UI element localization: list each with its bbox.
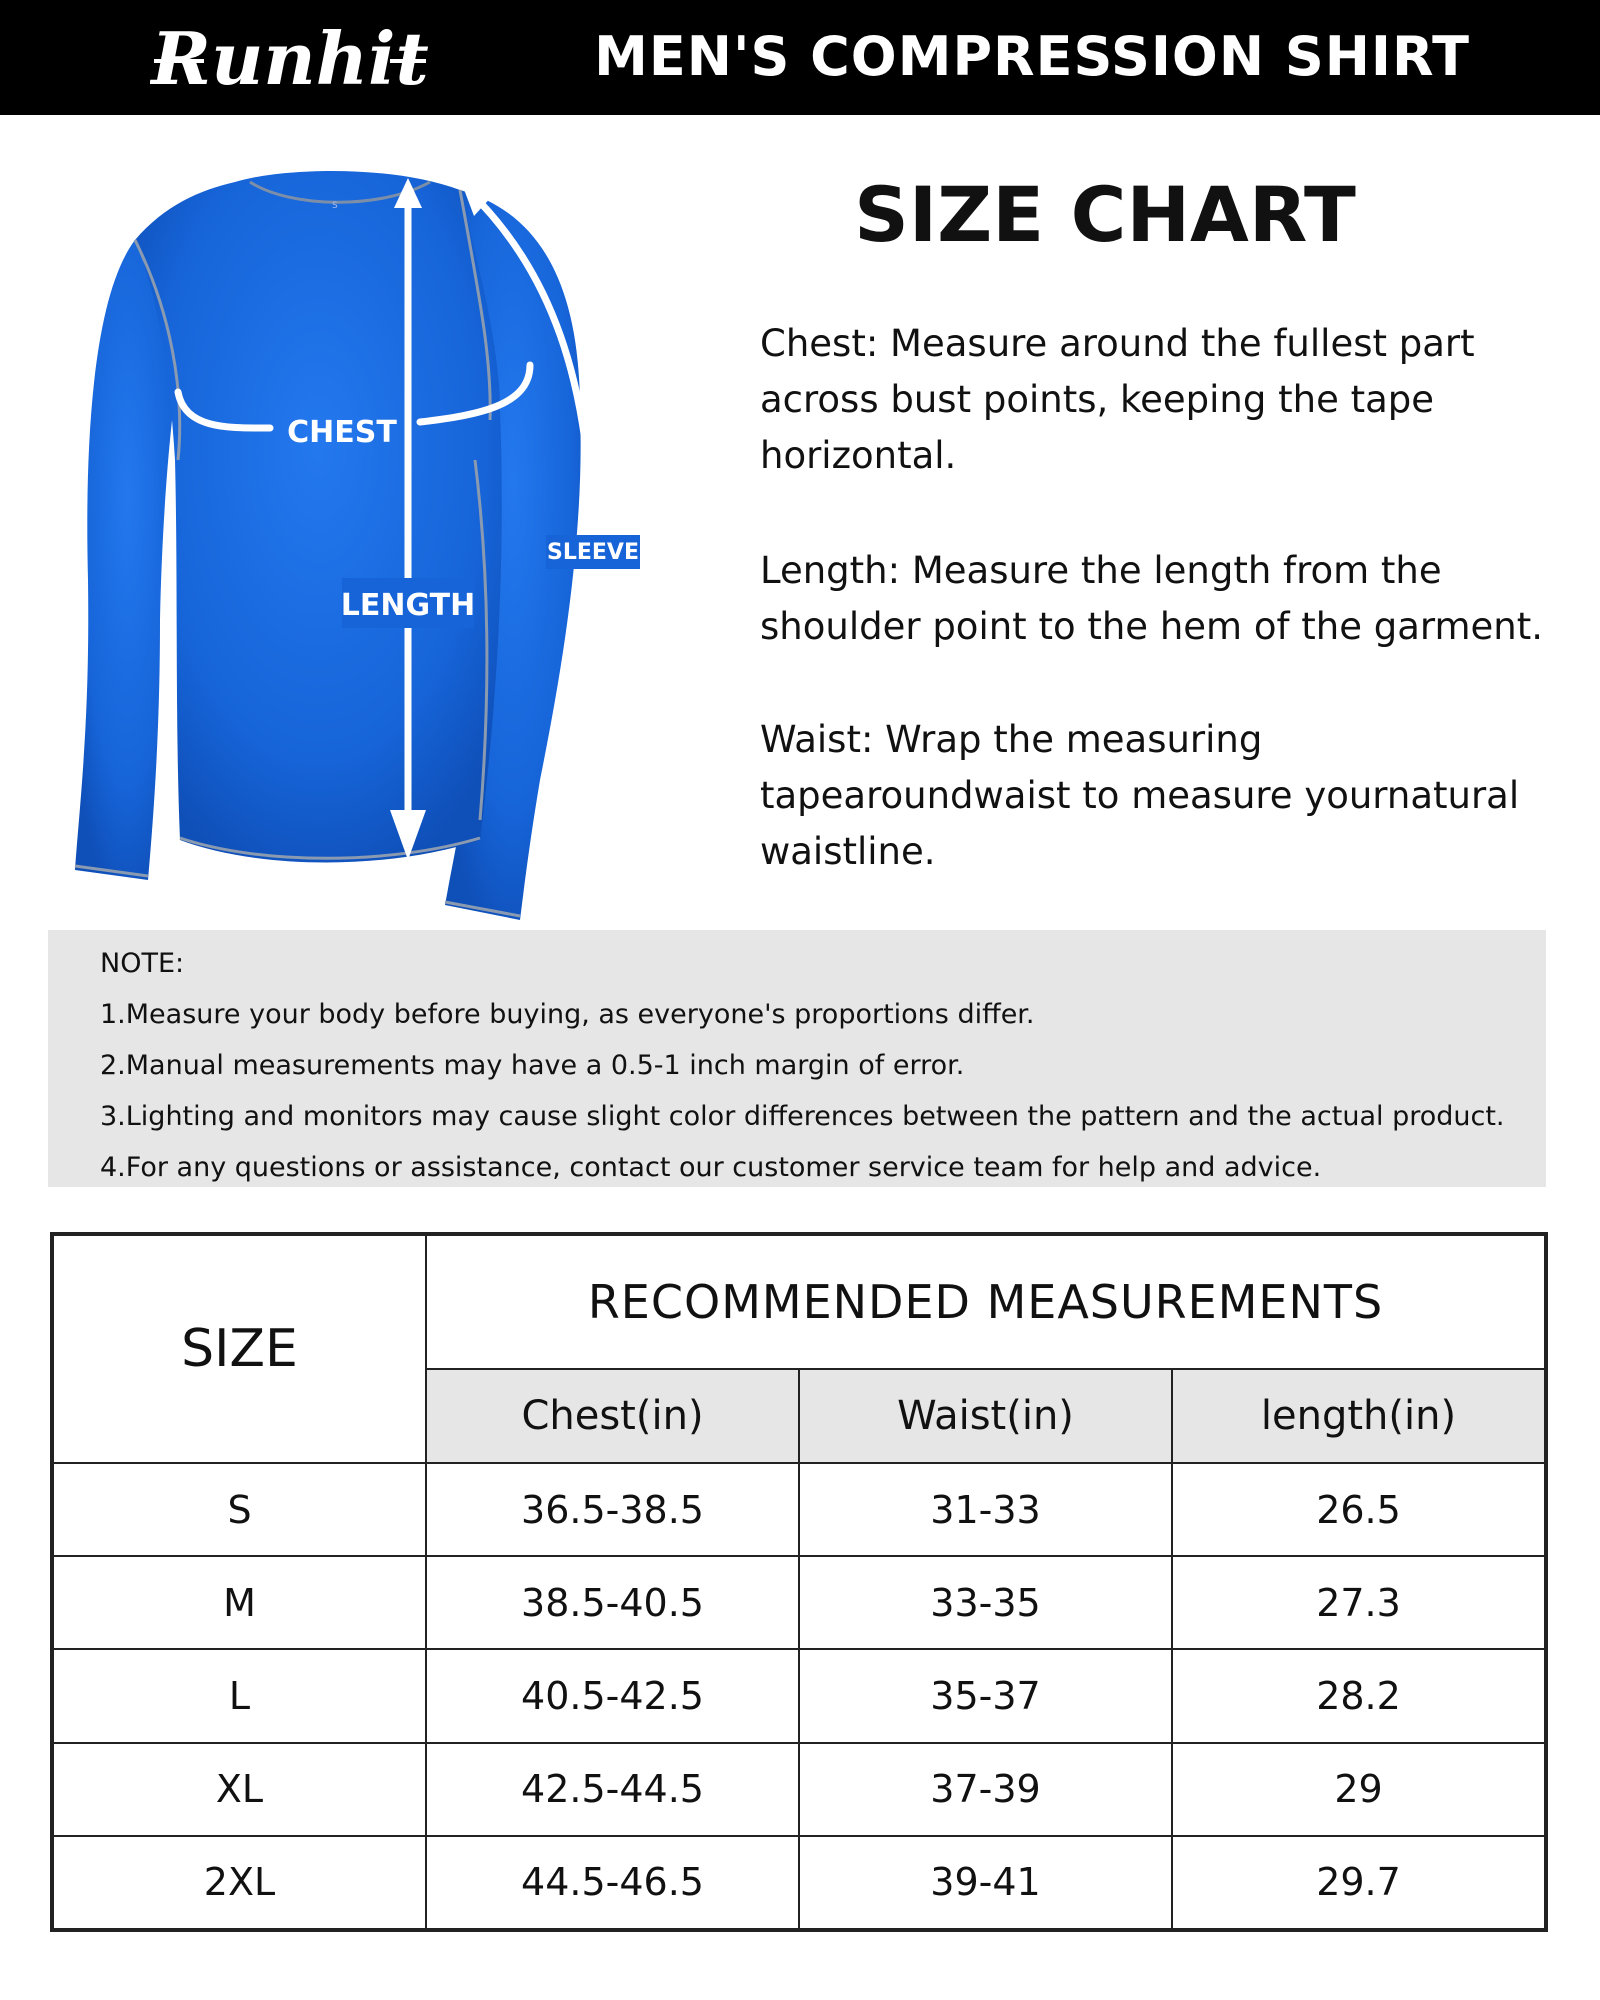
neck-tag: S — [332, 201, 338, 211]
waist-cell: 35-37 — [799, 1649, 1172, 1742]
table-row — [53, 1836, 1545, 1929]
chest-cell: 42.5-44.5 — [426, 1743, 799, 1836]
chest-instruction-line: across bust points, keeping the tape — [760, 378, 1435, 421]
chest-column-header: Chest(in) — [426, 1369, 799, 1463]
table-row — [53, 1649, 1545, 1742]
waist-column-header: Waist(in) — [799, 1369, 1172, 1463]
recommended-measurements-header: RECOMMENDED MEASUREMENTS — [426, 1235, 1545, 1369]
chest-cell: 36.5-38.5 — [426, 1463, 799, 1556]
waist-instruction-line: waistline. — [760, 830, 936, 873]
shirt-diagram — [60, 160, 700, 940]
length-cell: 26.5 — [1172, 1463, 1545, 1556]
size-cell: S — [53, 1463, 426, 1556]
waist-cell: 39-41 — [799, 1836, 1172, 1929]
waist-cell: 37-39 — [799, 1743, 1172, 1836]
size-cell: XL — [53, 1743, 426, 1836]
header-bar — [0, 0, 1600, 115]
brand-logo — [150, 14, 430, 104]
note-box — [48, 930, 1546, 1187]
table-row — [53, 1463, 1545, 1556]
size-table — [50, 1232, 1548, 1932]
waist-instruction — [760, 712, 1550, 880]
note-item: 3.Lighting and monitors may cause slight color differences between the pattern and the actual product. — [100, 1101, 1505, 1132]
header-title: MEN'S COMPRESSION SHIRT — [594, 25, 1470, 88]
sleeve-label: SLEEVE — [547, 540, 639, 565]
waist-instruction-line: tapearoundwaist to measure yournatural — [760, 774, 1520, 817]
waist-cell: 33-35 — [799, 1556, 1172, 1649]
length-cell: 28.2 — [1172, 1649, 1545, 1742]
chest-cell: 38.5-40.5 — [426, 1556, 799, 1649]
length-cell: 27.3 — [1172, 1556, 1545, 1649]
brand-name: Runhit — [151, 16, 429, 101]
torso — [135, 171, 502, 863]
chest-instruction-line: horizontal. — [760, 434, 957, 477]
note-item: 4.For any questions or assistance, contact our customer service team for help and advice. — [100, 1152, 1322, 1183]
waist-instruction-line: Waist: Wrap the measuring — [760, 718, 1263, 761]
chest-instruction-line: Chest: Measure around the fullest part — [760, 322, 1475, 365]
chest-label: CHEST — [287, 415, 397, 450]
length-column-header: length(in) — [1172, 1369, 1545, 1463]
size-chart-title: SIZE CHART — [854, 170, 1356, 259]
size-cell: M — [53, 1556, 426, 1649]
chest-cell: 40.5-42.5 — [426, 1649, 799, 1742]
length-instruction-line: Length: Measure the length from the — [760, 549, 1442, 592]
chest-instruction — [760, 316, 1550, 484]
size-cell: L — [53, 1649, 426, 1742]
size-column-header: SIZE — [53, 1235, 426, 1463]
length-instruction — [760, 543, 1550, 655]
note-heading: NOTE: — [100, 948, 185, 979]
size-cell: 2XL — [53, 1836, 426, 1929]
length-instruction-line: shoulder point to the hem of the garment. — [760, 605, 1543, 648]
waist-cell: 31-33 — [799, 1463, 1172, 1556]
length-label: LENGTH — [340, 588, 476, 623]
note-item: 1.Measure your body before buying, as everyone's proportions differ. — [100, 999, 1035, 1030]
chest-cell: 44.5-46.5 — [426, 1836, 799, 1929]
note-item: 2.Manual measurements may have a 0.5-1 inch margin of error. — [100, 1050, 965, 1081]
length-cell: 29.7 — [1172, 1836, 1545, 1929]
table-row — [53, 1743, 1545, 1836]
table-row — [53, 1556, 1545, 1649]
length-cell: 29 — [1172, 1743, 1545, 1836]
